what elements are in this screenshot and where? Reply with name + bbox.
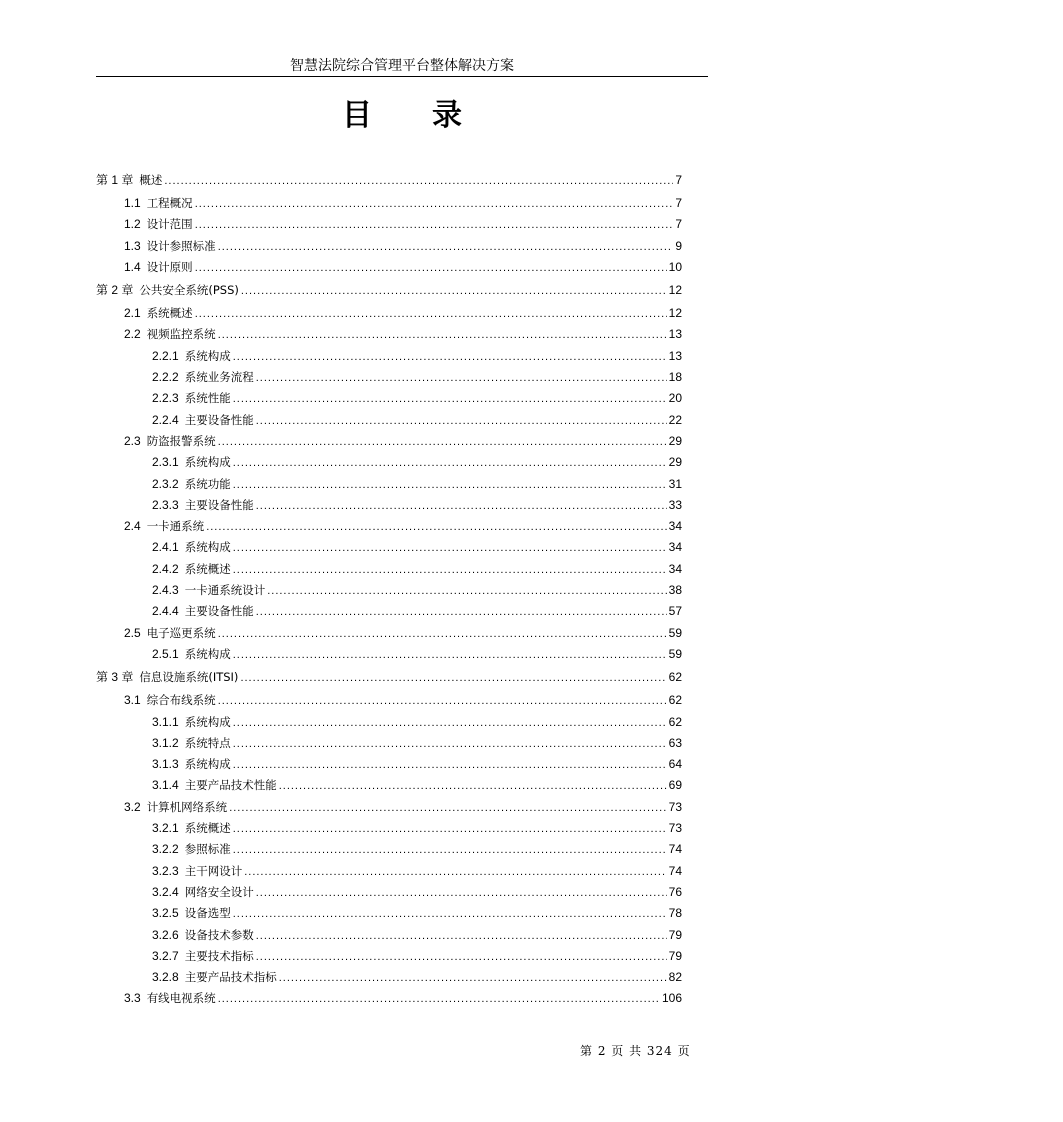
toc-entry-number: 1.2	[124, 217, 141, 232]
toc-entry[interactable]	[96, 369, 682, 390]
toc-entry-page: 29	[668, 455, 682, 470]
toc-entry-page: 74	[668, 842, 682, 857]
toc-entry-label: 设计原则	[146, 259, 193, 274]
toc-entry-number: 1.3	[124, 238, 141, 253]
toc-entry-page: 63	[668, 735, 682, 750]
toc-entry[interactable]	[96, 454, 682, 475]
toc-dot-leader	[233, 351, 667, 363]
toc-entry-number: 3.2	[124, 799, 141, 814]
toc-entry-page: 34	[668, 540, 682, 555]
toc-entry-page: 57	[668, 604, 682, 619]
toc-entry-label: 系统构成	[184, 646, 231, 661]
toc-entry-label: 一卡通系统设计	[184, 583, 266, 598]
toc-entry[interactable]	[96, 692, 682, 713]
toc-entry-label: 系统构成	[184, 540, 231, 555]
toc-entry[interactable]	[96, 238, 682, 259]
toc-entry-label: 防盗报警系统	[146, 433, 216, 448]
toc-dot-leader	[279, 780, 667, 792]
toc-entry-page: 33	[668, 497, 682, 512]
toc-entry[interactable]	[96, 777, 682, 798]
toc-entry-label: 网络安全设计	[184, 884, 254, 899]
toc-entry[interactable]	[96, 433, 682, 454]
toc-entry[interactable]	[96, 820, 682, 841]
toc-entry-number: 第 2 章	[96, 283, 134, 298]
toc-entry-number: 3.2.5	[152, 906, 179, 921]
toc-entry-number: 2.4.1	[152, 540, 179, 555]
toc-entry-page: 20	[668, 391, 682, 406]
toc-entry-number: 3.2.1	[152, 821, 179, 836]
toc-entry-label: 主要设备性能	[184, 412, 254, 427]
toc-entry-label: 参照标准	[184, 842, 231, 857]
toc-entry-page: 12	[668, 283, 682, 298]
toc-dot-leader	[240, 672, 666, 684]
toc-entry[interactable]	[96, 305, 682, 326]
page-footer: 第 2 页 共 324 页	[580, 1044, 691, 1058]
toc-entry-number: 2.3	[124, 433, 141, 448]
table-of-contents	[96, 170, 682, 1012]
toc-entry[interactable]	[96, 539, 682, 560]
toc-entry-label: 工程概况	[146, 196, 193, 210]
toc-entry-number: 2.2.1	[152, 348, 179, 363]
toc-entry-label: 计算机网络系统	[146, 799, 228, 814]
toc-entry[interactable]	[96, 476, 682, 497]
toc-entry-number: 3.2.3	[152, 863, 179, 878]
toc-entry-label: 系统构成	[184, 455, 231, 470]
toc-dot-leader	[256, 951, 667, 963]
toc-entry-label: 系统概述	[184, 561, 231, 576]
toc-dot-leader	[267, 585, 666, 597]
toc-dot-leader	[218, 993, 660, 1005]
toc-entry-page: 13	[668, 348, 682, 363]
toc-entry-page: 69	[668, 778, 682, 793]
toc-entry-page: 12	[668, 306, 682, 321]
toc-entry-label: 公共安全系统(PSS)	[139, 283, 239, 298]
toc-dot-leader	[195, 219, 674, 231]
toc-entry-number: 2.2.2	[152, 370, 179, 385]
toc-dot-leader	[233, 393, 667, 405]
toc-entry-number: 2.3.1	[152, 455, 179, 470]
toc-entry[interactable]	[96, 884, 682, 905]
toc-entry-label: 系统概述	[146, 306, 193, 321]
toc-entry-page: 9	[675, 238, 682, 253]
toc-entry-label: 系统性能	[184, 391, 231, 406]
toc-entry[interactable]	[96, 348, 682, 369]
toc-entry[interactable]	[96, 990, 682, 1011]
toc-entry-page: 34	[668, 561, 682, 576]
toc-dot-leader	[218, 241, 674, 253]
toc-entry[interactable]	[96, 497, 682, 518]
toc-entry-number: 1.1	[124, 196, 141, 210]
toc-entry-number: 2.4.3	[152, 583, 179, 598]
toc-dot-leader	[233, 844, 667, 856]
toc-entry-label: 设计参照标准	[146, 238, 216, 253]
toc-dot-leader	[164, 175, 673, 187]
toc-dot-leader	[233, 908, 667, 920]
toc-dot-leader	[206, 521, 666, 533]
toc-entry-number: 3.2.4	[152, 884, 179, 899]
toc-entry-label: 主要设备性能	[184, 497, 254, 512]
toc-entry-page: 73	[668, 821, 682, 836]
toc-chapter-entry[interactable]	[96, 667, 682, 692]
toc-entry-label: 系统功能	[184, 476, 231, 491]
toc-entry[interactable]	[96, 195, 682, 216]
toc-entry-number: 2.3.3	[152, 497, 179, 512]
toc-entry-number: 2.5	[124, 625, 141, 640]
toc-entry-page: 62	[668, 693, 682, 708]
toc-entry-label: 系统概述	[184, 821, 231, 836]
toc-dot-leader	[233, 823, 667, 835]
toc-entry[interactable]	[96, 905, 682, 926]
toc-entry-page: 79	[668, 927, 682, 942]
toc-entry[interactable]	[96, 412, 682, 433]
toc-entry[interactable]	[96, 863, 682, 884]
toc-entry[interactable]	[96, 799, 682, 820]
toc-entry-number: 3.1.2	[152, 735, 179, 750]
toc-entry[interactable]	[96, 969, 682, 990]
toc-dot-leader	[233, 564, 667, 576]
toc-entry-page: 38	[668, 583, 682, 598]
toc-entry[interactable]	[96, 259, 682, 280]
toc-entry-label: 主要产品技术性能	[184, 778, 277, 793]
toc-entry-label: 主要设备性能	[184, 604, 254, 619]
toc-entry-label: 系统构成	[184, 348, 231, 363]
toc-entry-page: 7	[675, 196, 682, 210]
toc-entry-page: 18	[668, 370, 682, 385]
toc-entry[interactable]	[96, 756, 682, 777]
running-header: 智慧法院综合管理平台整体解决方案	[96, 56, 708, 77]
toc-entry-page: 74	[668, 863, 682, 878]
toc-entry-page: 106	[661, 991, 682, 1006]
toc-dot-leader	[229, 802, 666, 814]
toc-entry-page: 31	[668, 476, 682, 491]
toc-entry-label: 视频监控系统	[146, 327, 216, 342]
toc-entry-page: 62	[668, 670, 682, 685]
toc-entry-page: 7	[675, 217, 682, 232]
toc-dot-leader	[256, 372, 667, 384]
toc-entry-number: 3.1.3	[152, 757, 179, 772]
toc-entry-number: 1.4	[124, 259, 141, 274]
toc-dot-leader	[233, 649, 667, 661]
toc-entry-page: 64	[668, 757, 682, 772]
toc-entry[interactable]	[96, 582, 682, 603]
toc-entry-label: 有线电视系统	[146, 991, 216, 1006]
toc-entry-number: 3.2.6	[152, 927, 179, 942]
toc-entry[interactable]	[96, 603, 682, 624]
toc-entry-label: 系统构成	[184, 714, 231, 729]
toc-dot-leader	[256, 500, 667, 512]
toc-entry-label: 系统特点	[184, 735, 231, 750]
toc-entry-number: 2.2.4	[152, 412, 179, 427]
toc-dot-leader	[218, 695, 667, 707]
toc-entry-page: 13	[668, 327, 682, 342]
toc-entry-label: 设备技术参数	[184, 927, 254, 942]
toc-entry[interactable]	[96, 714, 682, 735]
toc-entry[interactable]	[96, 735, 682, 756]
toc-entry[interactable]	[96, 927, 682, 948]
toc-entry-page: 34	[668, 519, 682, 534]
toc-dot-leader	[233, 479, 667, 491]
toc-entry[interactable]	[96, 841, 682, 862]
toc-entry-number: 2.5.1	[152, 646, 179, 661]
toc-entry-label: 电子巡更系统	[146, 625, 216, 640]
toc-entry-number: 第 3 章	[96, 670, 134, 685]
toc-entry-number: 2.3.2	[152, 476, 179, 491]
toc-entry-page: 62	[668, 714, 682, 729]
toc-entry[interactable]	[96, 948, 682, 969]
toc-dot-leader	[195, 262, 667, 274]
toc-chapter-entry[interactable]	[96, 280, 682, 305]
toc-dot-leader	[218, 436, 667, 448]
toc-entry-label: 设备选型	[184, 906, 231, 921]
toc-chapter-entry[interactable]	[96, 170, 682, 195]
toc-entry-number: 3.2.7	[152, 948, 179, 963]
toc-entry-number: 3.2.2	[152, 842, 179, 857]
toc-entry-label: 信息设施系统(ITSI)	[139, 670, 239, 685]
toc-dot-leader	[241, 285, 667, 297]
toc-entry[interactable]	[96, 326, 682, 347]
page-title: 目录	[342, 98, 522, 133]
toc-entry-label: 主干网设计	[184, 863, 243, 878]
toc-dot-leader	[233, 542, 667, 554]
toc-entry-page: 78	[668, 906, 682, 921]
toc-entry-number: 2.2	[124, 327, 141, 342]
toc-entry-page: 76	[668, 884, 682, 899]
toc-entry-label: 主要产品技术指标	[184, 970, 277, 985]
toc-entry-number: 3.3	[124, 991, 141, 1006]
toc-dot-leader	[233, 457, 667, 469]
toc-entry[interactable]	[96, 518, 682, 539]
toc-dot-leader	[195, 308, 667, 320]
toc-entry-page: 79	[668, 948, 682, 963]
toc-entry-page: 82	[668, 970, 682, 985]
toc-dot-leader	[233, 738, 667, 750]
toc-entry[interactable]	[96, 625, 682, 646]
toc-entry-number: 3.1.4	[152, 778, 179, 793]
toc-dot-leader	[256, 930, 667, 942]
toc-dot-leader	[256, 887, 667, 899]
toc-dot-leader	[256, 415, 667, 427]
toc-dot-leader	[233, 717, 667, 729]
toc-entry-number: 2.4	[124, 519, 141, 534]
toc-entry-label: 设计范围	[146, 217, 193, 232]
toc-entry-page: 29	[668, 433, 682, 448]
toc-entry-number: 2.4.4	[152, 604, 179, 619]
toc-entry-number: 第 1 章	[96, 173, 134, 187]
toc-entry-page: 73	[668, 799, 682, 814]
toc-entry-number: 2.1	[124, 306, 141, 321]
toc-dot-leader	[218, 329, 667, 341]
toc-entry[interactable]	[96, 390, 682, 411]
toc-entry-label: 系统业务流程	[184, 370, 254, 385]
toc-entry-page: 10	[668, 259, 682, 274]
toc-entry-number: 3.2.8	[152, 970, 179, 985]
toc-dot-leader	[195, 198, 674, 210]
toc-entry-number: 2.4.2	[152, 561, 179, 576]
toc-entry-number: 2.2.3	[152, 391, 179, 406]
toc-entry-number: 3.1.1	[152, 714, 179, 729]
toc-entry-label: 一卡通系统	[146, 519, 205, 534]
toc-entry-number: 3.1	[124, 693, 141, 708]
toc-dot-leader	[256, 606, 667, 618]
toc-dot-leader	[218, 628, 667, 640]
toc-entry-page: 59	[668, 646, 682, 661]
toc-dot-leader	[279, 972, 667, 984]
toc-entry[interactable]	[96, 216, 682, 237]
toc-entry-page: 7	[675, 173, 682, 187]
toc-entry-label: 综合布线系统	[146, 693, 216, 708]
toc-dot-leader	[233, 759, 667, 771]
toc-entry[interactable]	[96, 561, 682, 582]
toc-entry-page: 22	[668, 412, 682, 427]
toc-entry-label: 概述	[139, 173, 163, 187]
toc-entry[interactable]	[96, 646, 682, 667]
toc-entry-page: 59	[668, 625, 682, 640]
toc-entry-label: 系统构成	[184, 757, 231, 772]
toc-dot-leader	[244, 866, 666, 878]
toc-entry-label: 主要技术指标	[184, 948, 254, 963]
